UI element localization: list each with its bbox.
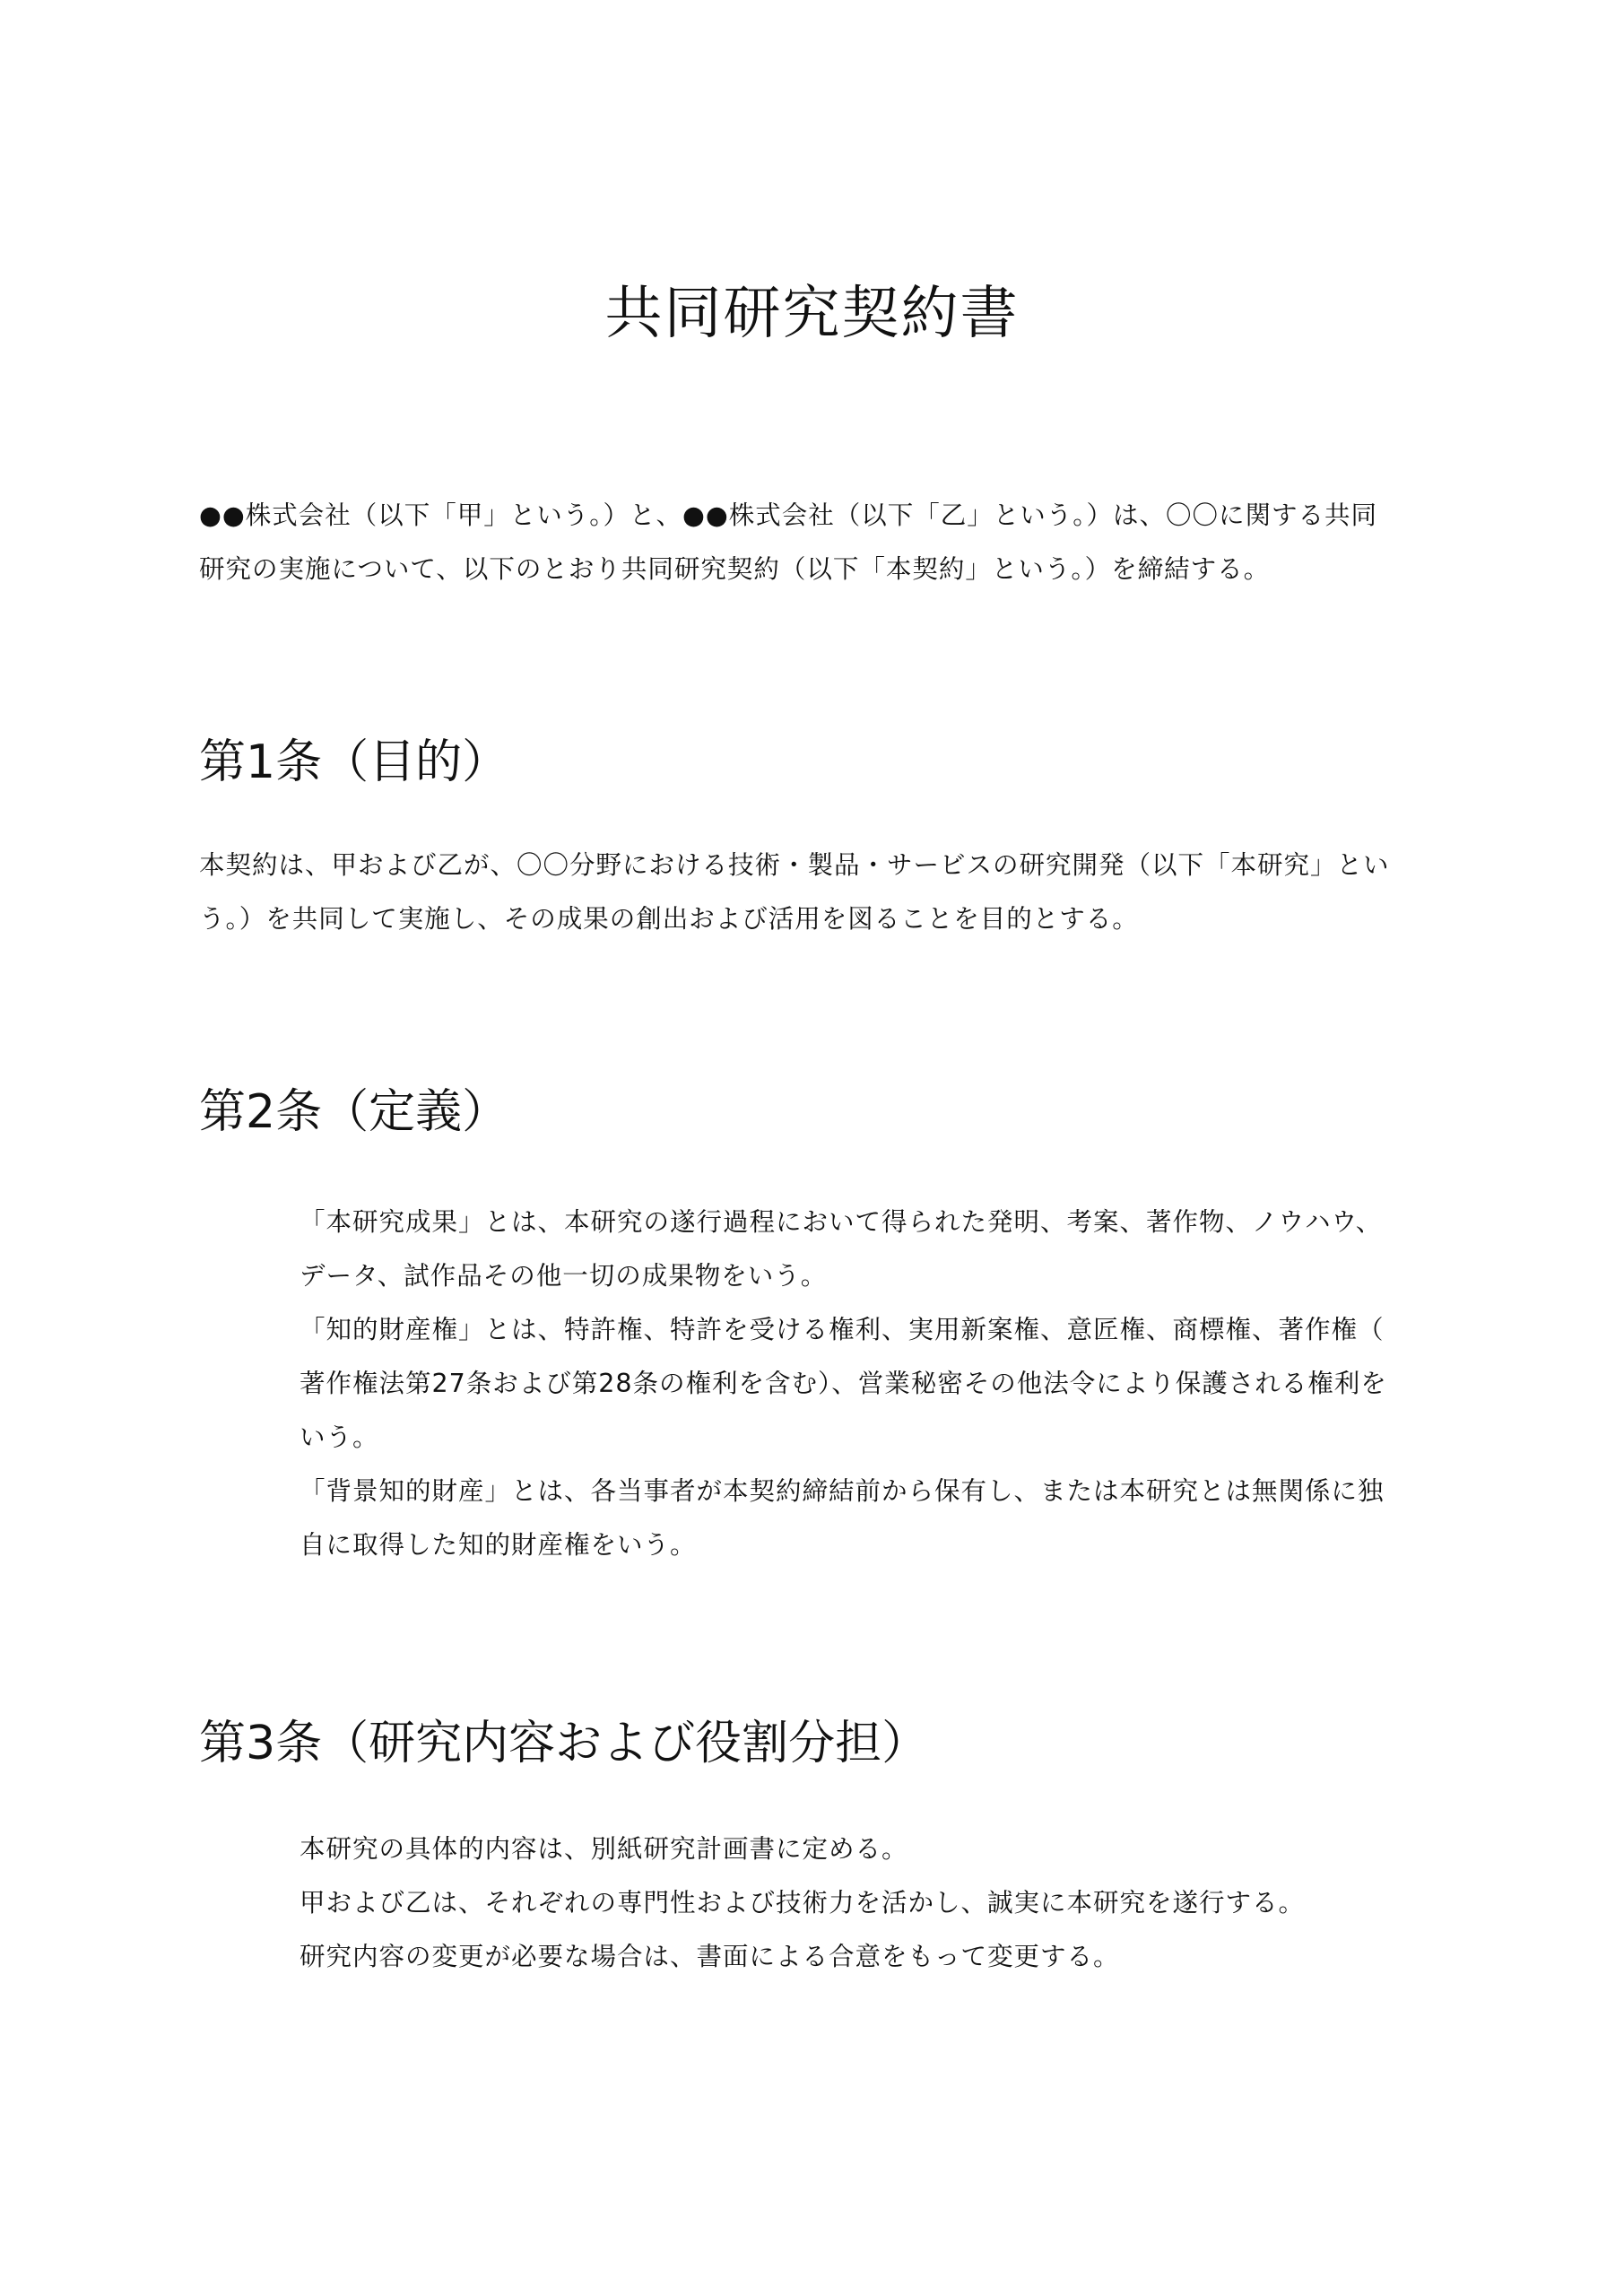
article-3-line: 甲および乙は、それぞれの専門性および技術力を活かし、誠実に本研究を遂行する。 [300, 1888, 1306, 1918]
article-3-line: 研究内容の変更が必要な場合は、書面による合意をもって変更する。 [300, 1942, 1120, 1971]
article-3-body [300, 1822, 1438, 1984]
intro-line: ●●株式会社（以下「甲」という。）と、●●株式会社（以下「乙」という。）は、〇〇に関する共同 [199, 500, 1377, 530]
document-title: 共同研究契約書 [604, 281, 1020, 347]
article-2-line: 「背景知的財産」とは、各当事者が本契約締結前から保有し、または本研究とは無関係に独 [300, 1476, 1385, 1506]
article-3-line: 本研究の具体的内容は、別紙研究計画書に定める。 [300, 1834, 908, 1864]
intro-paragraph [199, 489, 1437, 596]
article-2-body [300, 1196, 1438, 1572]
article-2-line: 「知的財産権」とは、特許権、特許を受ける権利、実用新案権、意匠権、商標権、著作権（ [300, 1315, 1385, 1344]
article-3-heading: 第3条（研究内容および役割分担） [199, 1717, 929, 1770]
article-2-line: 著作権法第27条および第28条の権利を含む）、営業秘密その他法令により保護される権利を [300, 1369, 1387, 1398]
article-1-heading: 第1条（目的） [199, 735, 509, 789]
article-2-line: データ、試作品その他一切の成果物をいう。 [300, 1261, 828, 1291]
article-1-line: う。）を共同して実施し、その成果の創出および活用を図ることを目的とする。 [199, 904, 1139, 934]
article-2-heading: 第2条（定義） [199, 1085, 509, 1139]
article-2-line: 自に取得した知的財産権をいう。 [300, 1530, 697, 1560]
article-1-line: 本契約は、甲および乙が、〇〇分野における技術・製品・サービスの研究開発（以下「本研究」とい [199, 850, 1390, 880]
article-2-line: 「本研究成果」とは、本研究の遂行過程において得られた発明、考案、著作物、ノウハウ、 [300, 1207, 1383, 1237]
intro-line: 研究の実施について、以下のとおり共同研究契約（以下「本契約」という。）を締結する。 [199, 554, 1271, 584]
article-2-line: いう。 [300, 1422, 379, 1452]
article-1-body [199, 839, 1437, 946]
